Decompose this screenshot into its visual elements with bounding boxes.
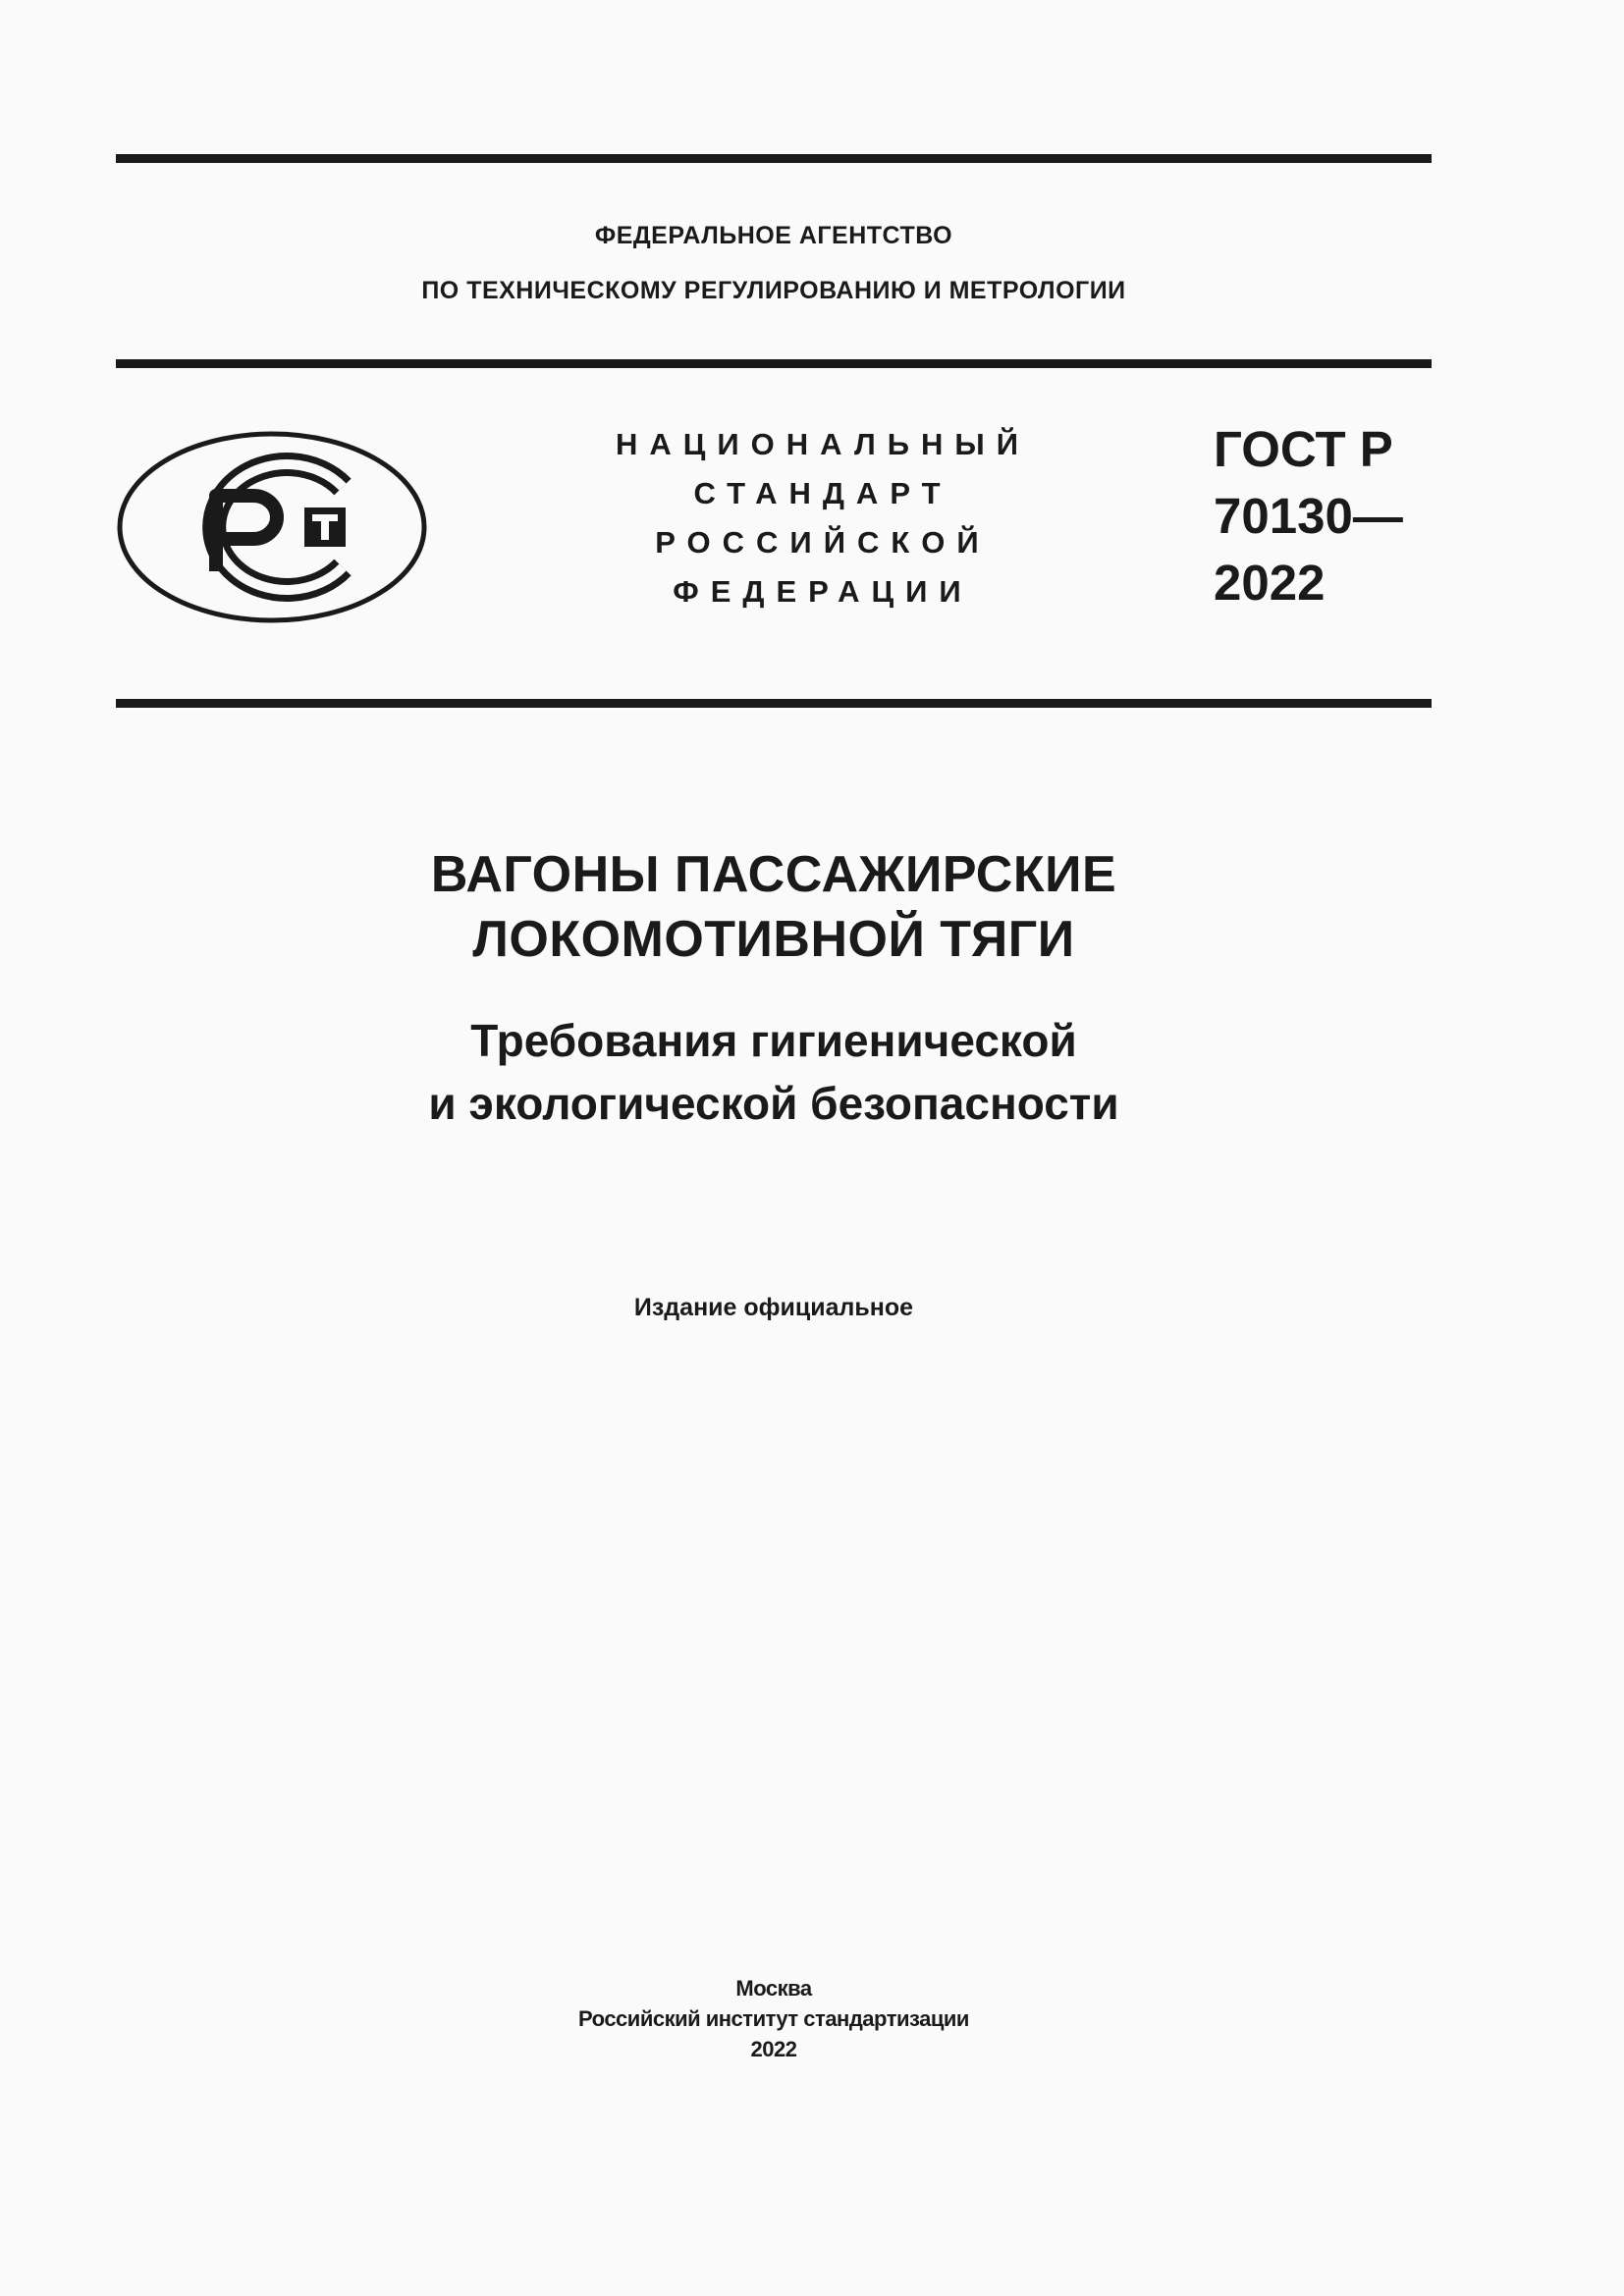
document-subtitle-line-2: и экологической безопасности: [428, 1078, 1119, 1129]
imprint-publisher: Российский институт стандартизации: [578, 2006, 969, 2031]
document-title-line-2: ЛОКОМОТИВНОЙ ТЯГИ: [472, 911, 1075, 968]
imprint-year: 2022: [750, 2037, 797, 2061]
edition-label: Издание официальное: [633, 1294, 914, 1321]
header-bottom-rule: [116, 359, 1432, 368]
agency-line-1: ФЕДЕРАЛЬНОЕ АГЕНТСТВО: [594, 222, 953, 249]
designation-line-1: ГОСТ Р: [1214, 421, 1393, 477]
standard-type-line-2: СТАНДАРТ: [693, 476, 952, 510]
standard-designation: [1214, 416, 1403, 616]
designation-line-2: 70130—: [1214, 488, 1403, 544]
top-rule: [116, 154, 1432, 163]
document-subtitle-line-1: Требования гигиенической: [470, 1015, 1077, 1066]
designation-line-3: 2022: [1214, 555, 1326, 611]
imprint-city: Москва: [735, 1976, 812, 2001]
standard-type-line-4: ФЕДЕРАЦИИ: [673, 574, 973, 609]
document-title-line-1: ВАГОНЫ ПАССАЖИРСКИЕ: [430, 846, 1117, 903]
agency-line-2: ПО ТЕХНИЧЕСКОМУ РЕГУЛИРОВАНИЮ И МЕТРОЛОГИИ: [421, 277, 1126, 304]
rst-logo-icon: [116, 429, 428, 625]
standard-type-line-3: РОССИЙСКОЙ: [655, 525, 991, 560]
standard-type-line-1: НАЦИОНАЛЬНЫЙ: [615, 427, 1031, 461]
designation-bottom-rule: [116, 699, 1432, 708]
